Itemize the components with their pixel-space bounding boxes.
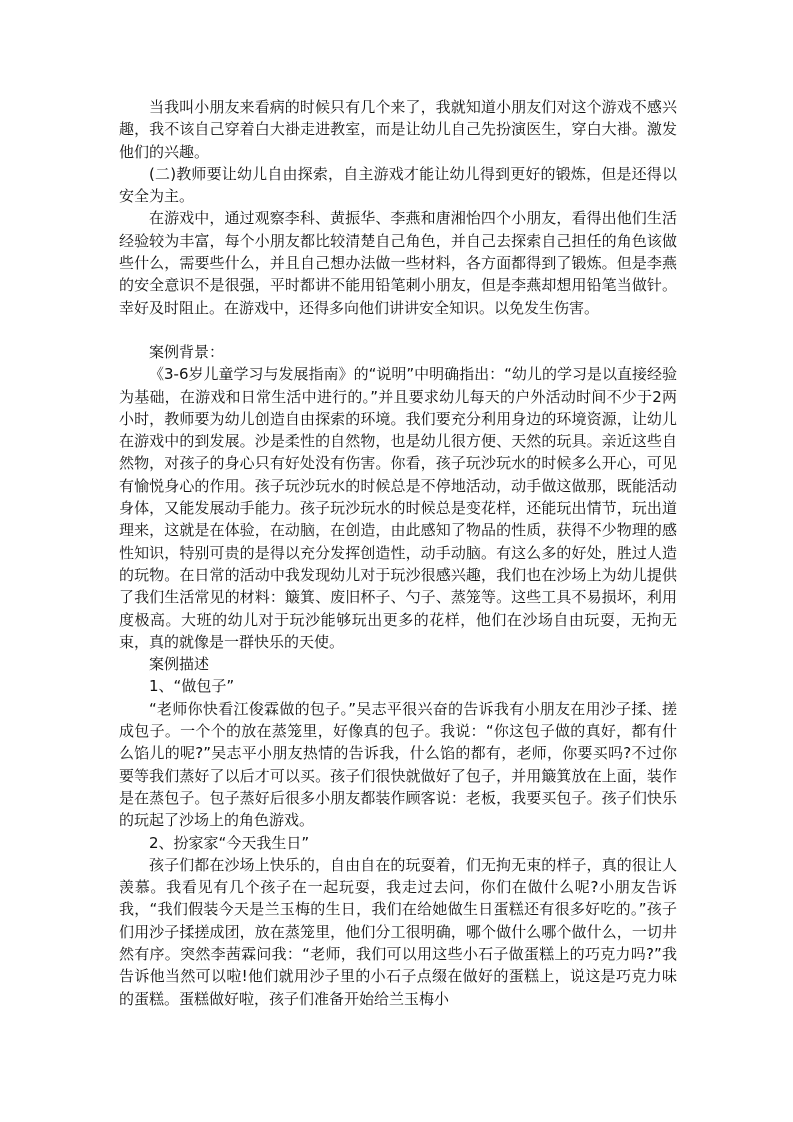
paragraph-make-baozi: “老师你快看江俊霖做的包子。”吴志平很兴奋的告诉我有小朋友在用沙子揉、搓成包子。一个个的放在蒸笼里，好像真的包子。我说：“你这包子做的真好，都有什么馅儿的呢?”吴志平小朋友热情的告诉我，什么馅的都有，老师，你要买吗?不过你要等我们蒸好了以后才可以买。孩子们很快就做好了包子，并用簸箕放在上面，装作是在蒸包子。包子蒸好后很多小朋友都装作顾客说：老板，我要买包子。孩子们快乐的玩起了沙场上的角色游戏。 [119,699,677,830]
case-background-heading: 案例背景： [149,342,225,361]
subheading-make-baozi: 1、“做包子” [149,677,235,696]
blank-line [119,319,677,341]
paragraph-intro: 当我叫小朋友来看病的时候只有几个来了，我就知道小朋友们对这个游戏不感兴趣，我不该自己穿着白大褂走进教室，而是让幼儿自己先扮演医生，穿白大褂。激发他们的兴趣。 [119,98,677,161]
subheading-birthday: 2、扮家家“今天我生日” [149,833,310,852]
paragraph-case-background: 《3-6岁儿童学习与发展指南》的“说明”中明确指出：“幼儿的学习是以直接经验为基础，在游戏和日常生活中进行的。”并且要求幼儿每天的户外活动时间不少于2两小时，教师要为幼儿创造自由探索的环境。我们要充分利用身边的环境资源，让幼儿在游戏中的到发展。沙是柔性的自然物，也是幼儿很方便、天然的玩具。亲近这些自然物，对孩子的身心只有好处没有伤害。你看，孩子玩沙玩水的时候多么开心，可见有愉悦身心的作用。孩子玩沙玩水的时候总是不停地活动，动手做这做那，既能活动身体，又能发展动手能力。孩子玩沙玩水的时候总是变花样，还能玩出情节，玩出道理来，这就是在体验，在动脑，在创造，由此感知了物品的性质，获得不少物理的感性知识，特别可贵的是得以充分发挥创造性，动手动脑。有这么多的好处，胜过人造的玩物。在日常的活动中我发现幼儿对于玩沙很感兴趣，我们也在沙场上为幼儿提供了我们生活常见的材料：簸箕、废旧杯子、勺子、蒸笼等。这些工具不易损坏，利用度极高。大班的幼儿对于玩沙能够玩出更多的花样，他们在沙场自由玩耍，无拘无束，真的就像是一群快乐的天使。 [119,365,677,651]
paragraph-birthday: 孩子们都在沙场上快乐的，自由自在的玩耍着，们无拘无束的样子，真的很让人羡慕。我看见有几个孩子在一起玩耍，我走过去问，你们在做什么呢?小朋友告诉我，“我们假装今天是兰玉梅的生日，我们在给她做生日蛋糕还有很多好吃的。”孩子们用沙子揉搓成团，放在蒸笼里，他们分工很明确，哪个做什么哪个做什么，一切井然有序。突然李茜霖问我：“老师，我们可以用这些小石子做蛋糕上的巧克力吗?”我告诉他当然可以啦!他们就用沙子里的小石子点缀在做好的蛋糕上，说这是巧克力味的蛋糕。蛋糕做好啦，孩子们准备开始给兰玉梅小 [119,855,677,1008]
document-page [119,96,677,1010]
case-description-heading: 案例描述 [149,655,210,674]
paragraph-observation: 在游戏中，通过观察李科、黄振华、李燕和唐湘怡四个小朋友，看得出他们生活经验较为丰富，每个小朋友都比较清楚自己角色，并自己去探索自己担任的角色该做些什么，需要些什么，并且自己想办法做一些材料，各方面都得到了锻炼。但是李燕的安全意识不是很强，平时都讲不能用铅笔刺小朋友，但是李燕却想用铅笔当做针。幸好及时阻止。在游戏中，还得多向他们讲讲安全知识。以免发生伤害。 [119,209,677,317]
paragraph-section-two-heading: (二)教师要让幼儿自由探索，自主游戏才能让幼儿得到更好的锻炼，但是还得以安全为主。 [119,164,677,206]
